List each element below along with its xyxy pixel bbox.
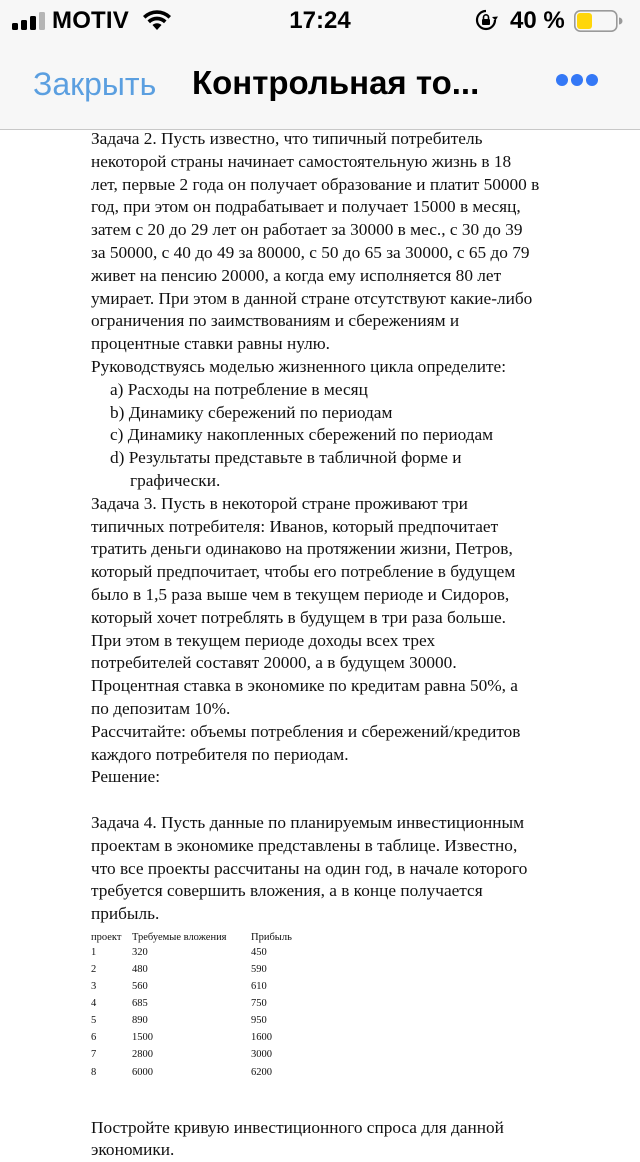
- task-2: [91, 128, 611, 493]
- text-line: проектам в экономике представлены в таблице. Известно,: [91, 835, 518, 855]
- text-line: лет, первые 2 года он получает образование и платит 50000 в: [91, 174, 540, 194]
- list-item: a) Расходы на потребление в месяц: [110, 379, 368, 399]
- text-line: прибыль.: [91, 904, 160, 924]
- table-cell: 7: [91, 1049, 97, 1061]
- text-line: каждого потребителя по периодам.: [91, 744, 349, 764]
- table-cell: 6200: [251, 1066, 272, 1078]
- table-cell: 950: [251, 1015, 267, 1027]
- table-cell: 560: [132, 981, 148, 993]
- text-line: При этом в текущем периоде доходы всех трех: [91, 630, 436, 650]
- investment-table: [91, 927, 611, 1079]
- text-line: затем с 20 до 29 лет он работает за 30000 в мес., с 30 до 39: [91, 220, 523, 240]
- status-bar: [0, 0, 640, 40]
- more-options-button[interactable]: [556, 74, 598, 88]
- text-line: Задача 4. Пусть данные по планируемым инвестиционным: [91, 812, 525, 832]
- text-line: некоторой страны начинает самостоятельную жизнь в 18: [91, 151, 512, 171]
- text-line: год, при этом он подрабатывает и получает 15000 в месяц,: [91, 197, 521, 217]
- table-cell: 320: [132, 946, 148, 958]
- table-cell: 1500: [132, 1032, 153, 1044]
- table-cell: 2: [91, 963, 97, 975]
- spacer: [91, 789, 611, 812]
- navigation-bar: [0, 40, 640, 130]
- text-line: что все проекты рассчитаны на один год, в начале которого: [91, 858, 528, 878]
- list-item: b) Динамику сбережений по периодам: [110, 402, 393, 422]
- table-cell: 6000: [132, 1066, 153, 1078]
- text-line: который хочет потреблять в будущем в три раза больше.: [91, 607, 506, 627]
- table-cell: 8: [91, 1066, 97, 1078]
- table-row: [91, 1044, 611, 1061]
- text-line: типичных потребителя: Иванов, который предпочитает: [91, 516, 499, 536]
- spacer: [91, 1079, 611, 1117]
- text-line: потребителей составят 20000, а в будущем 30000.: [91, 653, 457, 673]
- text-line: Рассчитайте: объемы потребления и сбережений/кредитов: [91, 721, 521, 741]
- table-cell: 1600: [251, 1032, 272, 1044]
- table-cell: 685: [132, 998, 148, 1010]
- text-line: тратить деньги одинаково на протяжении жизни, Петров,: [91, 539, 513, 559]
- text-line: экономики.: [91, 1140, 175, 1160]
- table-cell: 1: [91, 946, 97, 958]
- task-3: [91, 493, 611, 789]
- table-cell: 750: [251, 998, 267, 1010]
- table-cell: 3000: [251, 1049, 272, 1061]
- text-line: Задача 3. Пусть в некоторой стране проживают три: [91, 493, 468, 513]
- table-cell: 6: [91, 1032, 97, 1044]
- text-line: живет на пенсию 20000, а когда ему исполняется 80 лет: [91, 265, 502, 285]
- list-item: c) Динамику накопленных сбережений по периодам: [110, 425, 494, 445]
- table-row: [91, 1010, 611, 1027]
- text-line: ограничения по заимствованиям и сбережениям и: [91, 311, 460, 331]
- list-item: d) Результаты представьте в табличной форме и: [110, 448, 462, 468]
- text-line: Процентная ставка в экономике по кредитам равна 50%, а: [91, 676, 518, 696]
- list-item-continuation: графически.: [130, 470, 221, 490]
- table-cell: 3: [91, 981, 97, 993]
- orientation-lock-icon: [475, 9, 497, 31]
- status-time: 17:24: [289, 7, 351, 34]
- table-row: [91, 942, 611, 959]
- text-line: по депозитам 10%.: [91, 698, 231, 718]
- task-4-question: [91, 1117, 611, 1162]
- table-cell: 2800: [132, 1049, 153, 1061]
- battery-percent: 40 %: [510, 7, 565, 34]
- text-line: процентные ставки равны нулю.: [91, 334, 330, 354]
- table-row: [91, 1062, 611, 1079]
- table-row: [91, 976, 611, 993]
- table-cell: 590: [251, 963, 267, 975]
- close-button[interactable]: Закрыть: [33, 66, 157, 102]
- text-line: Задача 2. Пусть известно, что типичный потребитель: [91, 129, 483, 148]
- table-header-row: [91, 927, 611, 942]
- task-4: [91, 812, 611, 1079]
- table-cell: 5: [91, 1015, 97, 1027]
- text-line: Решение:: [91, 767, 160, 787]
- table-cell: 4: [91, 998, 97, 1010]
- table-header-cell: Прибыль: [251, 931, 292, 943]
- table-row: [91, 993, 611, 1010]
- text-line: умирает. При этом в данной стране отсутствуют какие-либо: [91, 288, 533, 308]
- text-line: за 50000, с 40 до 49 за 80000, с 50 до 65 за 30000, с 65 до 79: [91, 242, 530, 262]
- table-header-cell: проект: [91, 931, 122, 943]
- text-line: Постройте кривую инвестиционного спроса для данной: [91, 1117, 504, 1137]
- document-title: Контрольная то...: [192, 64, 480, 101]
- document-content: [91, 128, 611, 1162]
- table-cell: 450: [251, 946, 267, 958]
- table-cell: 610: [251, 981, 267, 993]
- table-cell: 890: [132, 1015, 148, 1027]
- table-cell: 480: [132, 963, 148, 975]
- table-row: [91, 959, 611, 976]
- carrier-name: MOTIV: [52, 7, 129, 34]
- table-header-cell: Требуемые вложения: [132, 931, 227, 943]
- text-line: было в 1,5 раза выше чем в текущем периоде и Сидоров,: [91, 584, 510, 604]
- battery-icon: [574, 10, 622, 32]
- text-line: требуется совершить вложения, а в конце получается: [91, 881, 483, 901]
- text-line: Руководствуясь моделью жизненного цикла определите:: [91, 356, 507, 376]
- table-row: [91, 1027, 611, 1044]
- text-line: который предпочитает, чтобы его потребление в будущем: [91, 562, 516, 582]
